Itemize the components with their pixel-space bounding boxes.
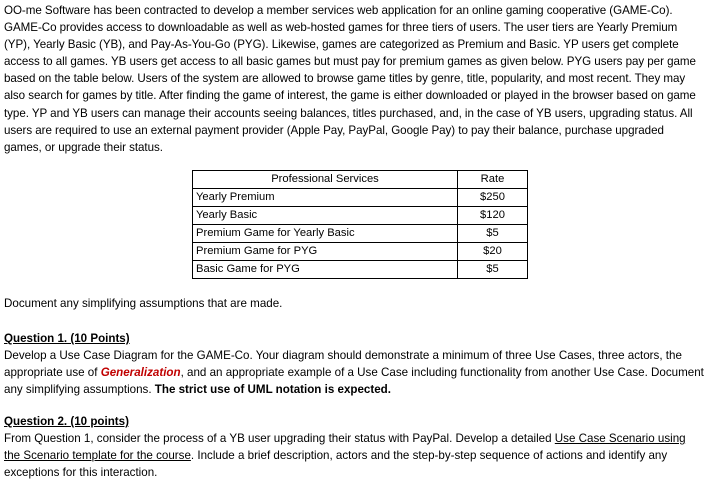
- service-cell: Basic Game for PYG: [193, 261, 458, 279]
- header-rate: Rate: [458, 171, 528, 189]
- question-2-heading: Question 2. (10 points): [4, 415, 129, 428]
- assumptions-note: Document any simplifying assumptions that are made.: [4, 297, 283, 310]
- header-service: Professional Services: [193, 171, 458, 189]
- question-1-heading: Question 1. (10 Points): [4, 332, 130, 345]
- question-1-body: [4, 347, 704, 398]
- rates-table: [192, 170, 528, 279]
- service-cell: Yearly Basic: [193, 207, 458, 225]
- question-2-body: [4, 430, 704, 481]
- service-cell: Premium Game for Yearly Basic: [193, 225, 458, 243]
- rate-cell: $120: [458, 207, 528, 225]
- table-row: [193, 207, 528, 225]
- scenario-template-link[interactable]: Use Case Scenario using the Scenario template for the course: [4, 432, 686, 463]
- rate-cell: $20: [458, 243, 528, 261]
- intro-paragraph: OO-me Software has been contracted to develop a member services web application for an online gaming cooperative (GAME-Co). GAME-Co provides access to downloadable as well as web-hosted games for three tiers of users. The user tiers are Yearly Premium (YP), Yearly Basic (YB), and Pay-As-You-Go (PYG). Likewise, games are categorized as Premium and Basic. YP users get complete access to all games. YB users get access to all basic games but must pay for premium games as given below. PYG users pay per game based on the table below. Users of the system are allowed to browse game titles by genre, title, popularity, and most recent. They may also search for games by title. After finding the game of interest, the game is either downloaded or played in the browser based on game type. YP and YB users can manage their accounts seeing balances, titles purchased, and, in the case of YB users, upgrading status. All users are required to use an external payment provider (Apple Pay, PayPal, Google Pay) to pay their balance, purchase upgraded games, or upgrade their status.: [4, 4, 696, 154]
- table-row: [193, 225, 528, 243]
- service-cell: Yearly Premium: [193, 189, 458, 207]
- question-1-text-b: , and an appropriate example of a Use Case including functionality from another Use Case. Document any simplifying assumptions.: [4, 366, 704, 397]
- question-1-text-a: Develop a Use Case Diagram for the GAME-Co. Your diagram should demonstrate a minimum of three Use Cases, three actors, the appropriate use of: [4, 349, 682, 380]
- rate-cell: $250: [458, 189, 528, 207]
- table-row: [193, 189, 528, 207]
- rate-cell: $5: [458, 261, 528, 279]
- question-2-text-a: From Question 1, consider the process of a YB user upgrading their status with PayPal. Develop a detailed: [4, 432, 555, 446]
- rate-cell: $5: [458, 225, 528, 243]
- service-cell: Premium Game for PYG: [193, 243, 458, 261]
- question-2-text-b: . Include a brief description, actors and the step-by-step sequence of actions and identify any exceptions for this interaction.: [4, 449, 668, 480]
- question-2: [4, 413, 704, 481]
- question-1: [4, 330, 704, 398]
- table-header-row: [193, 171, 528, 189]
- uml-notation-note: The strict use of UML notation is expected.: [154, 383, 391, 397]
- generalization-term: Generalization: [100, 366, 181, 380]
- table-row: [193, 243, 528, 261]
- table-row: [193, 261, 528, 279]
